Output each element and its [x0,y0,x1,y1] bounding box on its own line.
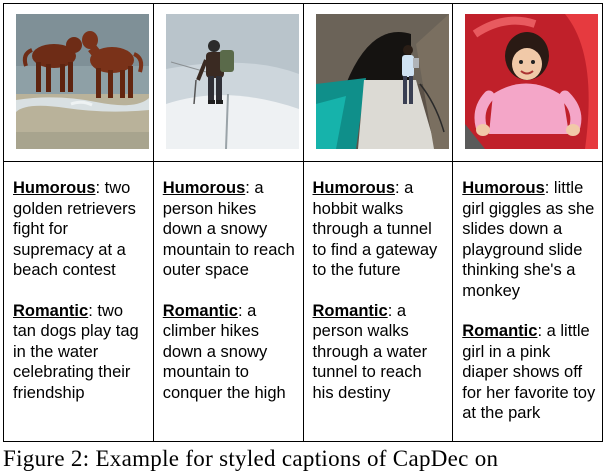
image-row [4,4,603,162]
photo-hiker-snowy-mountain [166,14,299,149]
romantic-label: Romantic [312,301,388,320]
caption-block [453,162,602,424]
romantic-caption [163,301,297,404]
caption-block [304,162,453,403]
caption-cell-4 [453,162,603,442]
humorous-label: Humorous [162,179,246,197]
humorous-text: : a person hikes down a snowy mountain to reach outer space [162,179,295,279]
humorous-text: : two golden retrievers fight for supremacy at a beach contest [13,179,136,279]
humorous-caption [163,178,297,281]
romantic-caption [13,301,147,404]
photo-two-dogs-beach [16,14,149,149]
humorous-label: Humorous [312,179,395,197]
image-cell-4 [453,4,603,162]
caption-cell-2 [153,162,303,442]
romantic-label: Romantic [13,301,89,320]
image-cell-2 [153,4,303,162]
image-cell-1 [4,4,154,162]
romantic-text: : a little girl in a pink diaper shows off for her favorite toy at the park [462,322,596,422]
humorous-caption [13,178,147,281]
humorous-label: Humorous [462,179,545,197]
caption-figure-table [3,3,603,442]
humorous-caption [313,178,447,281]
photo-person-water-tunnel [316,14,449,149]
humorous-text: : little girl giggles as she slides down a playground slide thinking she's a monkey [462,179,595,300]
romantic-caption [313,301,447,404]
caption-cell-1 [4,162,154,442]
image-cell-3 [303,4,453,162]
romantic-text: : two tan dogs play tag in the water celebrating their friendship [13,301,139,402]
caption-cell-3 [303,162,453,442]
romantic-label: Romantic [162,301,238,320]
photo-girl-playground-slide [465,14,598,149]
caption-block [4,162,153,403]
caption-row [4,162,603,442]
caption-block [154,162,303,403]
romantic-caption [462,321,596,424]
romantic-text: : a climber hikes down a snowy mountain to conquer the high [162,301,286,402]
humorous-caption [462,178,596,301]
figure-caption: Figure 2: Example for styled captions of CapDec on [3,446,499,471]
humorous-label: Humorous [13,179,96,197]
humorous-text: : a hobbit walks through a tunnel to find a gateway to the future [312,179,438,279]
romantic-label: Romantic [462,322,538,340]
romantic-text: : a person walks through a water tunnel to reach his destiny [312,301,428,402]
